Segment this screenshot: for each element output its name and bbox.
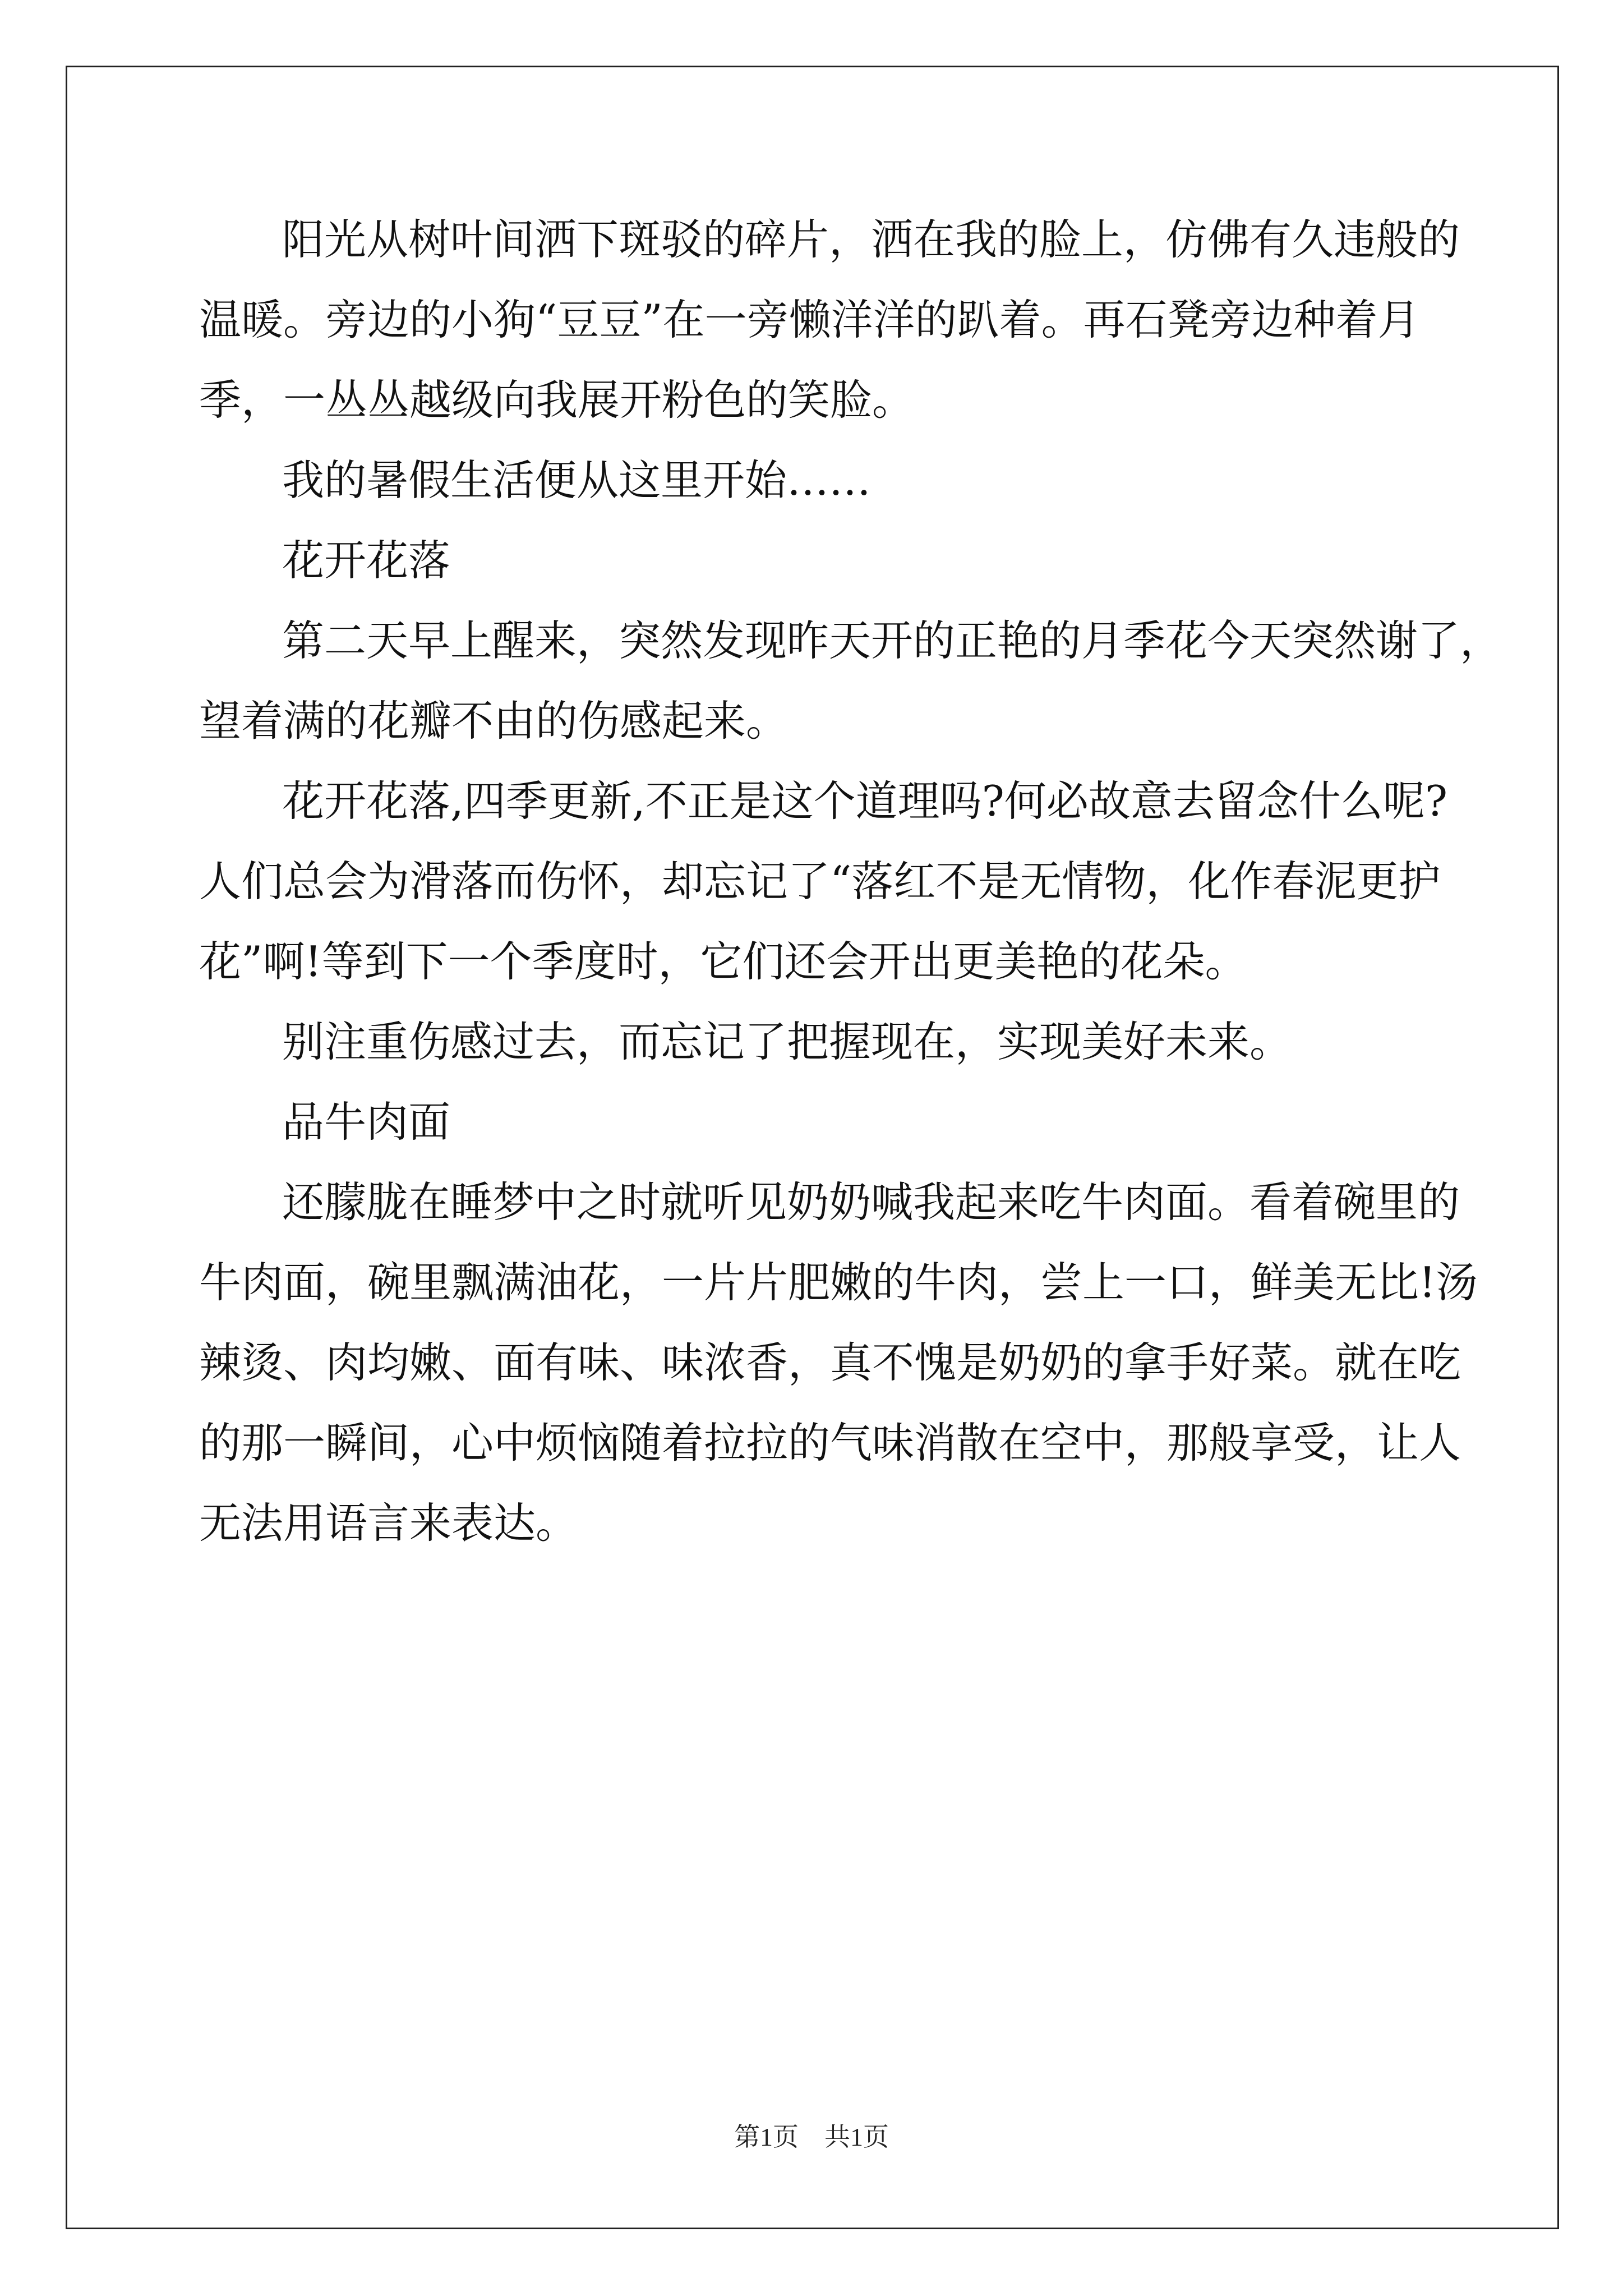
paragraph-1-line-3: 季，一丛丛越级向我展开粉色的笑脸。 — [199, 375, 915, 425]
paragraph-6-line-5: 无法用语言来表达。 — [199, 1498, 578, 1548]
paragraph-4-line-1: 花开花落,四季更新,不正是这个道理吗?何必故意去留念什么呢? — [282, 776, 1448, 826]
section-heading-flowers: 花开花落 — [282, 536, 451, 585]
paragraph-6-line-1: 还朦胧在睡梦中之时就听见奶奶喊我起来吃牛肉面。看着碗里的 — [282, 1177, 1460, 1227]
paragraph-3-line-2: 望着满的花瓣不由的伤感起来。 — [199, 696, 789, 746]
paragraph-1-line-2: 温暖。旁边的小狗“豆豆”在一旁懒洋洋的趴着。再石凳旁边种着月 — [199, 295, 1420, 344]
paragraph-4-line-2: 人们总会为滑落而伤怀，却忘记了“落红不是无情物，化作春泥更护 — [199, 857, 1441, 906]
paragraph-5: 别注重伤感过去，而忘记了把握现在，实现美好未来。 — [282, 1017, 1292, 1066]
page-number: 第1页 共1页 — [734, 2123, 889, 2151]
paragraph-3-line-1: 第二天早上醒来，突然发现昨天开的正艳的月季花今天突然谢了， — [282, 616, 1502, 665]
paragraph-6-line-2: 牛肉面，碗里飘满油花，一片片肥嫩的牛肉，尝上一口，鲜美无比!汤 — [199, 1258, 1478, 1307]
paragraph-6-line-4: 的那一瞬间，心中烦恼随着拉拉的气味消散在空中，那般享受，让人 — [199, 1418, 1461, 1467]
paragraph-6-line-3: 辣烫、肉均嫩、面有味、味浓香，真不愧是奶奶的拿手好菜。就在吃 — [199, 1338, 1461, 1387]
paragraph-2: 我的暑假生活便从这里开始…… — [282, 455, 872, 505]
paragraph-1-line-1: 阳光从树叶间洒下斑驳的碎片，洒在我的脸上，仿佛有久违般的 — [282, 215, 1460, 264]
paragraph-4-line-3: 花”啊!等到下一个季度时，它们还会开出更美艳的花朵。 — [199, 937, 1247, 986]
section-heading-beef-noodles: 品牛肉面 — [282, 1097, 451, 1147]
